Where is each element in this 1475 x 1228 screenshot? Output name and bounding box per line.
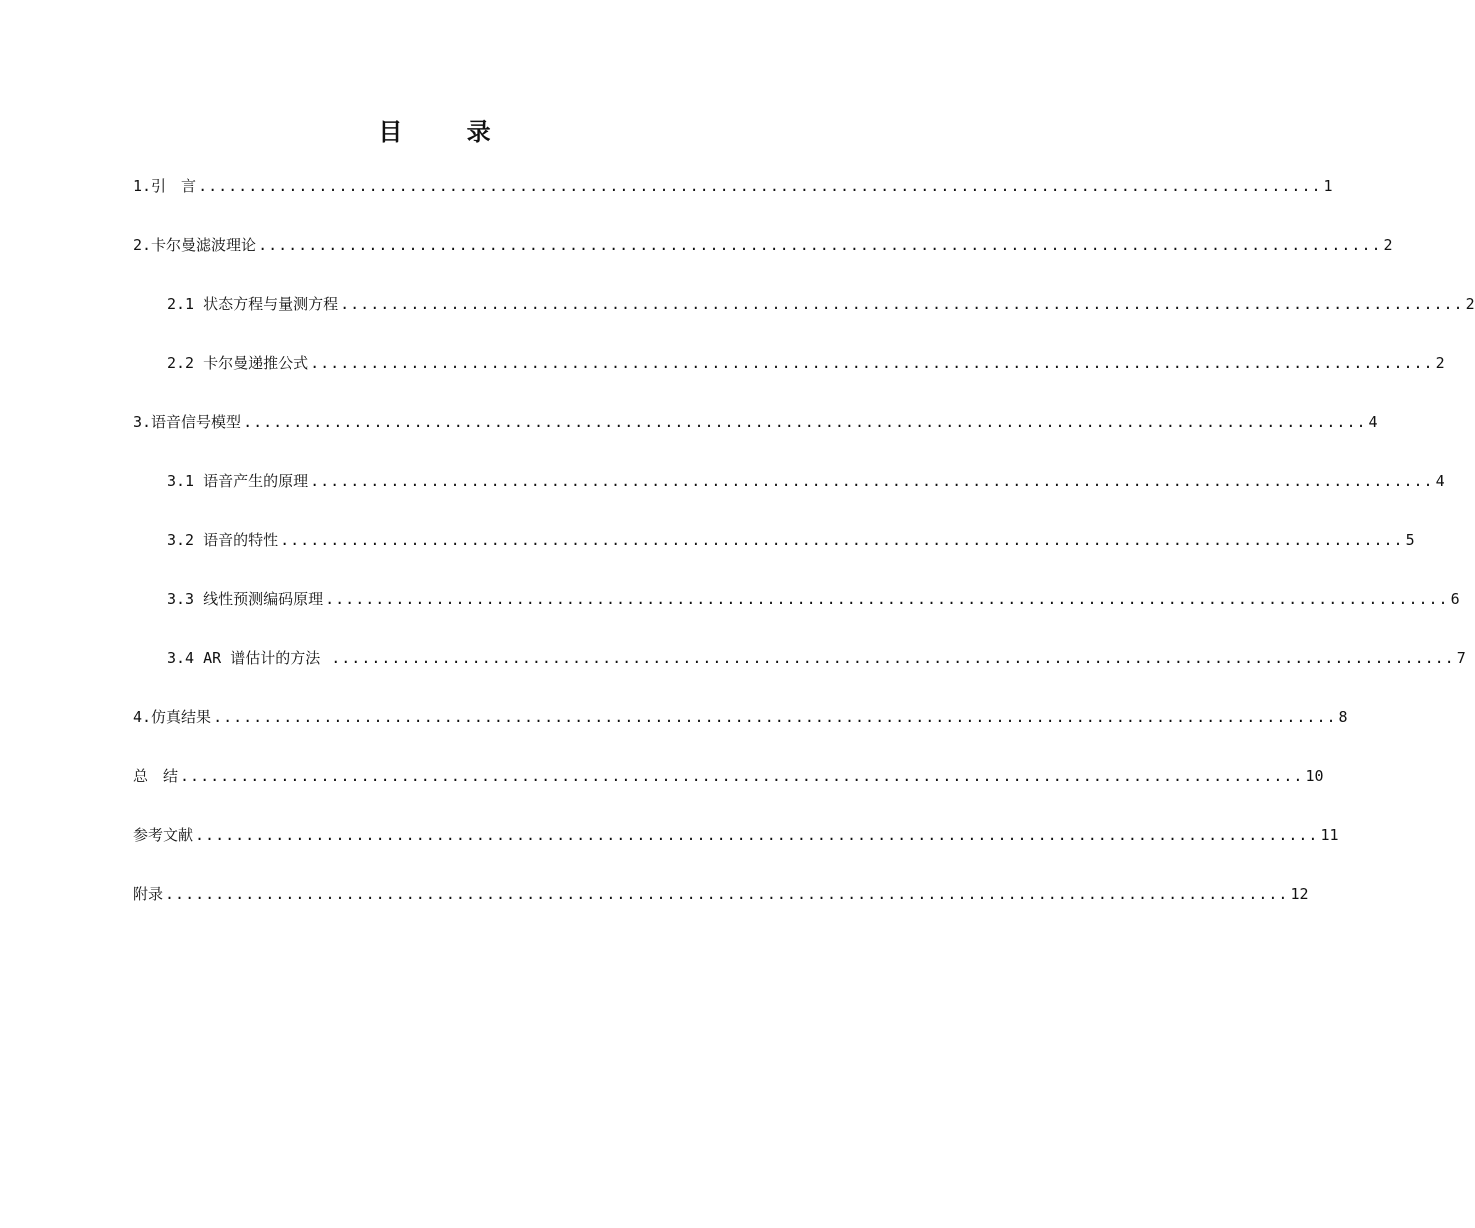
toc-entry-label: 2.2 卡尔曼递推公式 xyxy=(167,354,309,372)
toc-entry-label: 4.仿真结果 xyxy=(133,708,212,726)
toc-dot-leader: ................................................................................................................ xyxy=(198,177,1322,195)
toc-entry-summary[interactable] xyxy=(133,766,1324,786)
toc-entry-appendix[interactable] xyxy=(133,884,1309,904)
toc-dot-leader: ................................................................................................................ xyxy=(340,295,1464,313)
toc-dot-leader: ................................................................................................................ xyxy=(280,531,1404,549)
toc-entry-label: 3.4 AR 谱估计的方法 xyxy=(167,649,330,667)
toc-dot-leader: ................................................................................................................ xyxy=(325,590,1449,608)
toc-entry-introduction[interactable] xyxy=(133,176,1333,196)
toc-entry-simulation[interactable] xyxy=(133,707,1348,727)
toc-entry-ar-spectrum[interactable] xyxy=(167,648,1466,668)
toc-entry-label: 1.引 言 xyxy=(133,177,197,195)
toc-entry-label: 总 结 xyxy=(133,767,179,785)
toc-entry-speech-model[interactable] xyxy=(133,412,1378,432)
toc-dot-leader: ................................................................................................................ xyxy=(243,413,1367,431)
toc-dot-leader: ................................................................................................................ xyxy=(213,708,1337,726)
toc-dot-leader: ................................................................................................................ xyxy=(310,472,1434,490)
toc-entry-state-equations[interactable] xyxy=(167,294,1475,314)
toc-entry-page: 2 xyxy=(1383,236,1393,254)
toc-entry-label: 3.语音信号模型 xyxy=(133,413,242,431)
toc-entry-page: 5 xyxy=(1405,531,1415,549)
toc-entry-page: 1 xyxy=(1323,177,1333,195)
toc-entry-page: 2 xyxy=(1435,354,1445,372)
toc-dot-leader: ................................................................................................................ xyxy=(331,649,1455,667)
toc-entry-lpc[interactable] xyxy=(167,589,1460,609)
toc-dot-leader: ................................................................................................................ xyxy=(180,767,1304,785)
toc-entry-label: 参考文献 xyxy=(133,826,194,844)
toc-entry-page: 2 xyxy=(1465,295,1475,313)
toc-entry-page: 6 xyxy=(1450,590,1460,608)
toc-entry-page: 4 xyxy=(1435,472,1445,490)
toc-entry-page: 11 xyxy=(1320,826,1339,844)
toc-entry-label: 3.2 语音的特性 xyxy=(167,531,279,549)
toc-entry-page: 7 xyxy=(1456,649,1466,667)
toc-entry-label: 2.卡尔曼滤波理论 xyxy=(133,236,257,254)
toc-entry-page: 10 xyxy=(1305,767,1324,785)
toc-title: 目 录 xyxy=(378,118,519,146)
toc-entry-kalman-theory[interactable] xyxy=(133,235,1393,255)
toc-entry-kalman-recursion[interactable] xyxy=(167,353,1445,373)
toc-entry-speech-features[interactable] xyxy=(167,530,1415,550)
toc-entry-speech-production[interactable] xyxy=(167,471,1445,491)
toc-entry-page: 12 xyxy=(1290,885,1309,903)
toc-entry-page: 8 xyxy=(1338,708,1348,726)
toc-entry-label: 2.1 状态方程与量测方程 xyxy=(167,295,339,313)
toc-dot-leader: ................................................................................................................ xyxy=(195,826,1319,844)
toc-dot-leader: ................................................................................................................ xyxy=(258,236,1382,254)
toc-entry-label: 3.3 线性预测编码原理 xyxy=(167,590,324,608)
toc-entry-label: 3.1 语音产生的原理 xyxy=(167,472,309,490)
toc-dot-leader: ................................................................................................................ xyxy=(165,885,1289,903)
toc-entry-references[interactable] xyxy=(133,825,1339,845)
toc-entry-label: 附录 xyxy=(133,885,164,903)
toc-entry-page: 4 xyxy=(1368,413,1378,431)
toc-dot-leader: ................................................................................................................ xyxy=(310,354,1434,372)
